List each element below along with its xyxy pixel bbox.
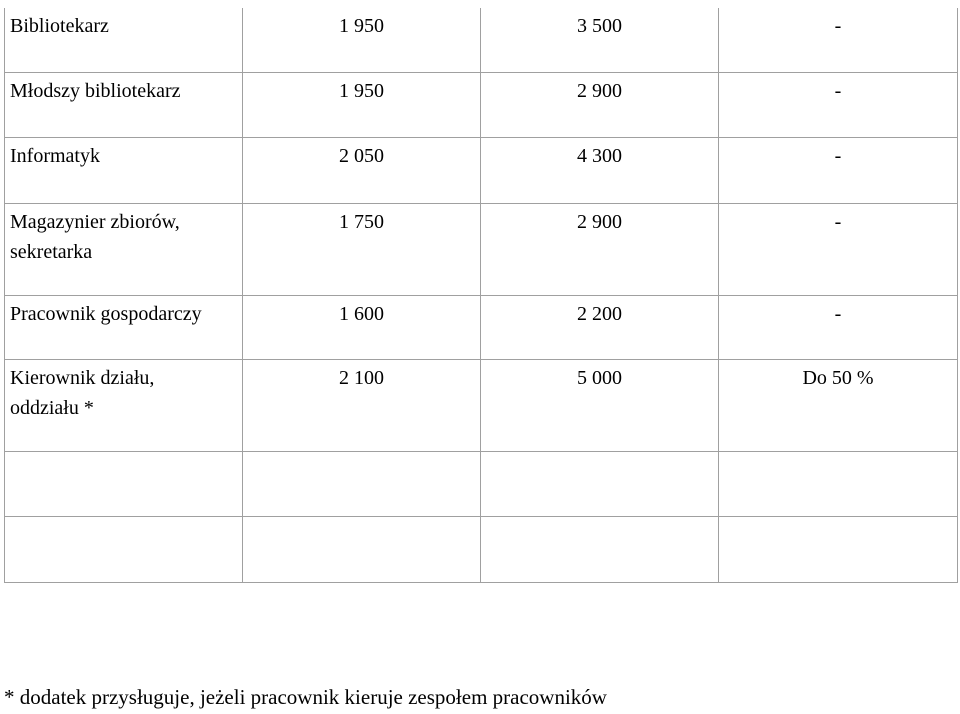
salary-min: 1 750 — [243, 203, 481, 295]
bonus: - — [719, 72, 958, 137]
position-name — [5, 516, 243, 582]
salary-max: 2 900 — [481, 72, 719, 137]
salary-max: 3 500 — [481, 8, 719, 72]
salary-max: 2 900 — [481, 203, 719, 295]
bonus: - — [719, 295, 958, 359]
bonus: - — [719, 137, 958, 203]
position-name: Młodszy bibliotekarz — [5, 72, 243, 137]
salary-min: 1 950 — [243, 8, 481, 72]
footnote: * dodatek przysługuje, jeżeli pracownik kieruje zespołem pracowników — [4, 685, 607, 709]
salary-max: 5 000 — [481, 359, 719, 451]
table-row — [5, 137, 958, 203]
position-name: Pracownik gospodarczy — [5, 295, 243, 359]
salary-min — [243, 451, 481, 516]
salary-min — [243, 516, 481, 582]
salary-max — [481, 451, 719, 516]
position-name: Kierownik działu, oddziału * — [5, 359, 243, 451]
table-row — [5, 72, 958, 137]
bonus — [719, 451, 958, 516]
position-name — [5, 451, 243, 516]
position-name: Magazynier zbiorów, sekretarka — [5, 203, 243, 295]
bonus: Do 50 % — [719, 359, 958, 451]
table-row — [5, 295, 958, 359]
salary-table — [4, 8, 958, 583]
salary-max: 4 300 — [481, 137, 719, 203]
salary-min: 2 100 — [243, 359, 481, 451]
table-row — [5, 359, 958, 451]
table-row — [5, 451, 958, 516]
salary-min: 1 600 — [243, 295, 481, 359]
table-row — [5, 516, 958, 582]
position-name: Informatyk — [5, 137, 243, 203]
salary-min: 1 950 — [243, 72, 481, 137]
position-name: Bibliotekarz — [5, 8, 243, 72]
bonus — [719, 516, 958, 582]
bonus: - — [719, 203, 958, 295]
salary-max — [481, 516, 719, 582]
bonus: - — [719, 8, 958, 72]
table-row — [5, 203, 958, 295]
salary-max: 2 200 — [481, 295, 719, 359]
table-row — [5, 8, 958, 72]
salary-min: 2 050 — [243, 137, 481, 203]
